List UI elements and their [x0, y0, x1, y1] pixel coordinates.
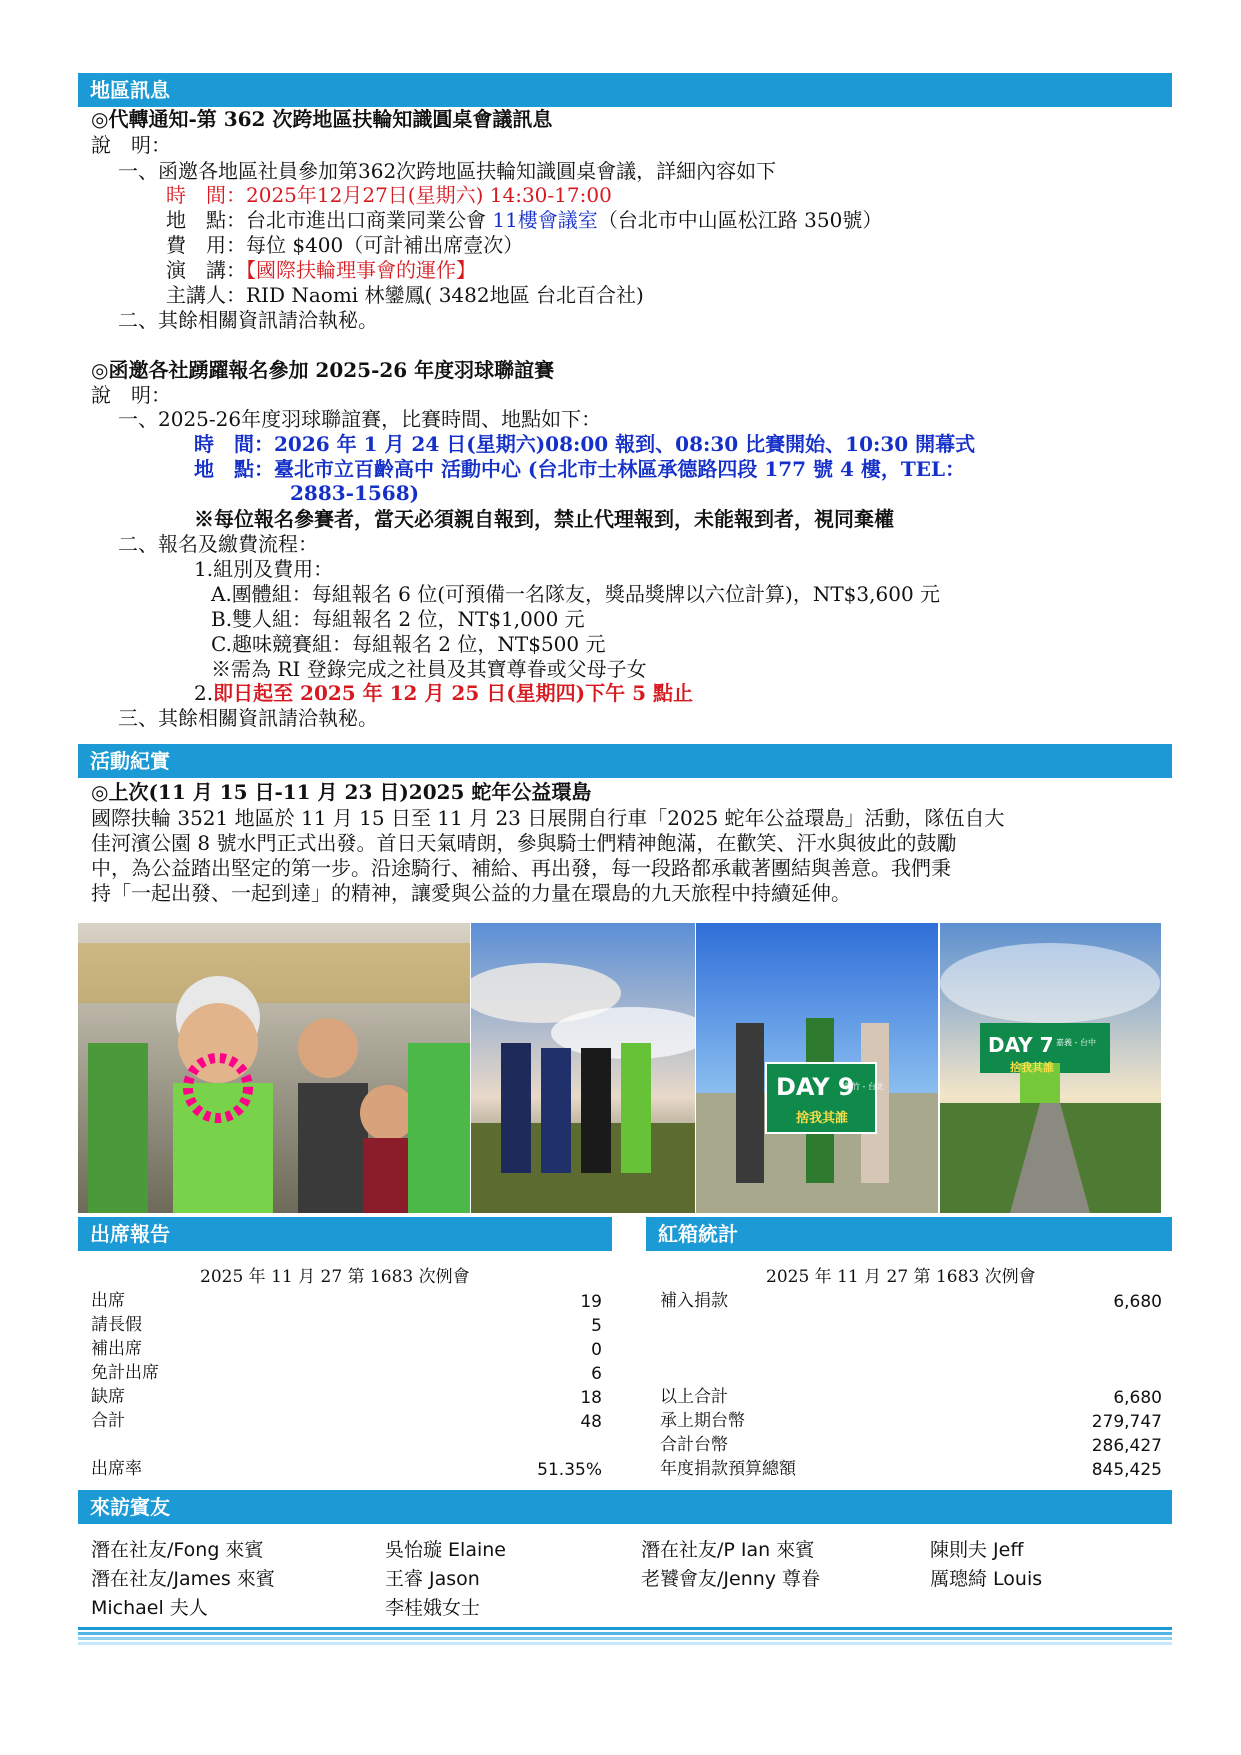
notice1-place-prefix: 地 點：台北市進出口商業同業公會: [166, 208, 493, 232]
activity-title: ◎上次(11 月 15 日-11 月 23 日)2025 蛇年公益環島: [91, 780, 592, 804]
section-bar-attendance: 出席報告: [78, 1217, 612, 1251]
notice2-note: ※需為 RI 登錄完成之社員及其寶尊眷或父母子女: [211, 657, 647, 681]
notice2-group-a: A.團體組：每組報名 6 位(可預備一名隊友，獎品獎牌以六位計算)，NT$3,600 元: [211, 582, 941, 606]
activity-para-line4: 持「一起出發、一起到達」的精神，讓愛與公益的力量在環島的九天旅程中持續延伸。: [91, 881, 851, 905]
redbox-value: 6,680: [1113, 1388, 1162, 1408]
photo-selfie: [78, 923, 470, 1213]
visitor-item: 老饕會友/Jenny 尊眷: [641, 1568, 821, 1590]
notice2-warning: ※每位報名參賽者，當天必須親自報到，禁止代理報到，未能報到者，視同棄權: [194, 507, 894, 531]
activity-para-line1: 國際扶輪 3521 地區於 11 月 15 日至 11 月 23 日展開自行車「2025 蛇年公益環島」活動，隊伍自大: [91, 806, 1005, 830]
attendance-label: 出席: [91, 1291, 125, 1311]
attendance-value: 19: [580, 1292, 602, 1312]
photo-group-sky: [471, 923, 695, 1213]
visitor-item: Michael 夫人: [91, 1597, 208, 1619]
notice1-fee: 費 用：每位 $400（可計補出席壹次）: [166, 233, 524, 257]
footer-stripes: [78, 1627, 1172, 1647]
photo-day7-jump: [940, 923, 1161, 1213]
section-bar-redbox: 紅箱統計: [646, 1217, 1172, 1251]
notice2-group-c: C.趣味競賽組：每組報名 2 位，NT$500 元: [211, 632, 606, 656]
activity-para-line2: 佳河濱公園 8 號水門正式出發。首日天氣晴朗，參與騎士們精神飽滿，在歡笑、汗水與彼此的鼓勵: [91, 831, 957, 855]
attendance-value: 5: [591, 1316, 602, 1336]
visitor-item: 厲璁綺 Louis: [930, 1568, 1043, 1590]
notice1-item2: 二、其餘相關資訊請洽執秘。: [118, 308, 378, 332]
notice2-desc-label: 說 明：: [91, 383, 171, 407]
notice2-item3: 三、其餘相關資訊請洽執秘。: [118, 706, 378, 730]
notice1-speech-prefix: 演 講：: [166, 258, 246, 282]
notice1-desc-label: 說 明：: [91, 133, 171, 157]
activity-para-line3: 中，為公益踏出堅定的第一步。沿途騎行、補給、再出發，每一段路都承載著團結與善意。我們秉: [91, 856, 951, 880]
redbox-label: 合計台幣: [660, 1435, 728, 1455]
notice1-speaker: 主講人：RID Naomi 林鑾鳳( 3482地區 台北百合社): [166, 283, 644, 307]
attendance-label: 缺席: [91, 1387, 125, 1407]
notice1-speech-title: 【國際扶輪理事會的運作】: [246, 258, 476, 282]
attendance-label: 請長假: [91, 1315, 142, 1335]
visitor-item: 潛在社友/James 來賓: [91, 1568, 275, 1590]
notice1-speech: [166, 258, 476, 282]
redbox-value: 279,747: [1091, 1412, 1162, 1432]
redbox-value: 6,680: [1113, 1292, 1162, 1312]
photo-day9-route: 新竹 - 台北: [844, 1082, 884, 1091]
redbox-value: 845,425: [1091, 1460, 1162, 1480]
attendance-rate-value: 51.35%: [537, 1460, 602, 1480]
redbox-heading: 2025 年 11 月 27 第 1683 次例會: [766, 1267, 1036, 1287]
notice2-place-tel: 2883-1568): [290, 481, 420, 505]
notice2-item2: 二、報名及繳費流程：: [118, 532, 318, 556]
section-bar-district: 地區訊息: [78, 73, 1172, 107]
visitor-item: 潛在社友/Fong 來賓: [91, 1539, 264, 1561]
notice1-place: [166, 208, 882, 232]
visitor-item: 陳則夫 Jeff: [930, 1539, 1024, 1561]
photo-day9-art: [696, 923, 938, 1213]
photo-day7-sign: DAY 7: [988, 1033, 1054, 1057]
attendance-value: 6: [591, 1364, 602, 1384]
attendance-label: 免計出席: [91, 1363, 159, 1383]
photo-day9-motto: 捨我其誰: [796, 1111, 849, 1126]
photo-day7-motto: 捨我其誰: [1010, 1061, 1054, 1074]
notice2-sub2: [194, 681, 693, 705]
visitor-item: 潛在社友/P Ian 來賓: [641, 1539, 815, 1561]
redbox-label: 以上合計: [660, 1387, 728, 1407]
notice1-item1: 一、函邀各地區社員參加第362次跨地區扶輪知識圓桌會議，詳細內容如下: [118, 159, 777, 183]
notice2-sub2-text: 即日起至 2025 年 12 月 25 日(星期四)下午 5 點止: [213, 681, 693, 705]
attendance-value: 18: [580, 1388, 602, 1408]
photo-selfie-art: [78, 923, 470, 1213]
visitor-item: 王睿 Jason: [385, 1568, 480, 1590]
notice1-place-suffix: （台北市中山區松江路 350號）: [597, 208, 883, 232]
attendance-label: 合計: [91, 1411, 125, 1431]
redbox-label: 承上期台幣: [660, 1411, 745, 1431]
notice2-time: 時 間：2026 年 1 月 24 日(星期六)08:00 報到、08:30 比賽開始、10:30 開幕式: [194, 432, 976, 456]
redbox-label: 年度捐款預算總額: [660, 1459, 796, 1479]
attendance-rate-label: 出席率: [91, 1459, 142, 1479]
notice1-place-room: 11樓會議室: [492, 208, 598, 232]
redbox-label: 補入捐款: [660, 1291, 728, 1311]
section-bar-activities: 活動紀實: [78, 744, 1172, 778]
notice2-place: 地 點：臺北市立百齡高中 活動中心 (台北市士林區承德路四段 177 號 4 樓，TEL：: [194, 457, 966, 481]
notice2-group-b: B.雙人組：每組報名 2 位，NT$1,000 元: [211, 607, 585, 631]
section-bar-visitors: 來訪賓友: [78, 1490, 1172, 1524]
visitor-item: 李桂娥女士: [385, 1597, 481, 1619]
notice1-time: 時 間：2025年12月27日(星期六) 14:30-17:00: [166, 183, 612, 207]
attendance-heading: 2025 年 11 月 27 第 1683 次例會: [200, 1267, 470, 1287]
attendance-value: 48: [580, 1412, 602, 1432]
visitor-item: 吳怡璇 Elaine: [385, 1539, 506, 1561]
photo-day7-route: 嘉義 - 台中: [1056, 1038, 1096, 1047]
notice1-title: ◎代轉通知-第 362 次跨地區扶輪知識圓桌會議訊息: [91, 107, 553, 131]
attendance-value: 0: [591, 1340, 602, 1360]
photo-day9-banner: [696, 923, 938, 1213]
photo-day9-sign: DAY 9: [776, 1073, 855, 1101]
notice2-sub2-num: 2.: [194, 681, 214, 705]
photo-group-sky-art: [471, 923, 695, 1213]
redbox-value: 286,427: [1091, 1436, 1162, 1456]
notice2-sub1: 1.組別及費用：: [194, 557, 334, 581]
attendance-label: 補出席: [91, 1339, 142, 1359]
notice2-title: ◎函邀各社踴躍報名參加 2025-26 年度羽球聯誼賽: [91, 358, 555, 382]
notice2-item1: 一、2025-26年度羽球聯誼賽，比賽時間、地點如下：: [118, 407, 602, 431]
